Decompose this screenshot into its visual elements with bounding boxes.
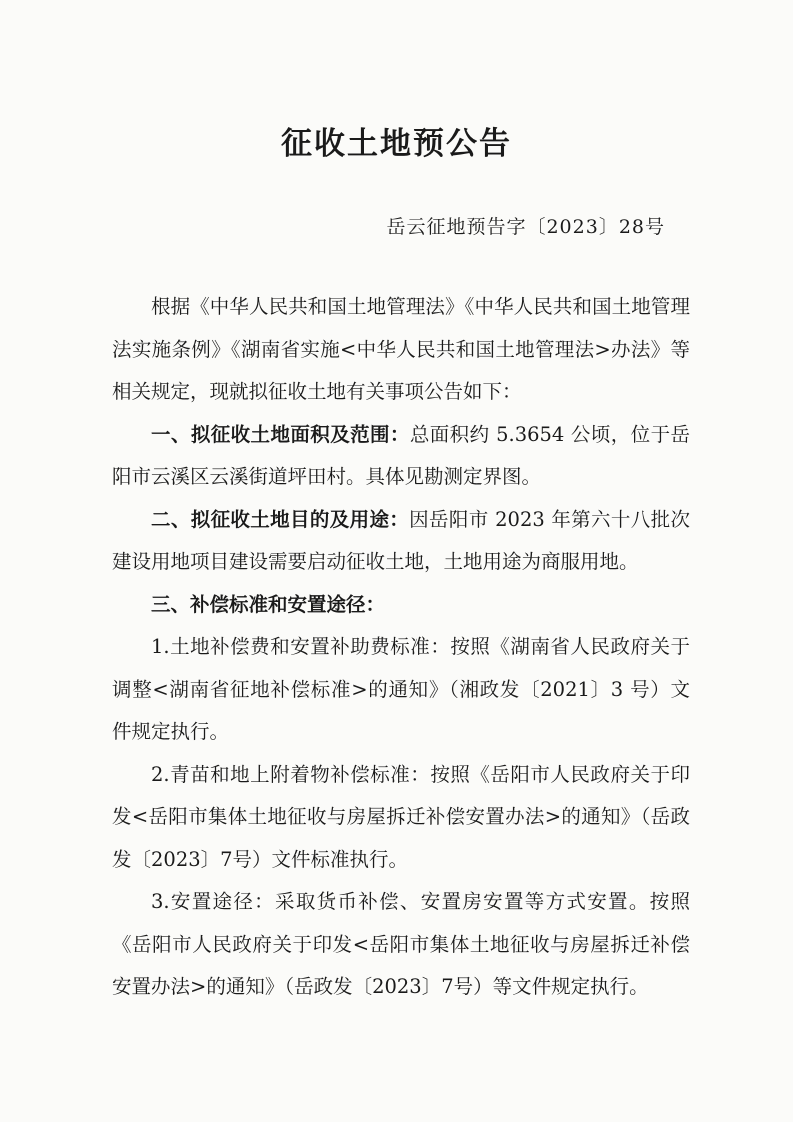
document-number: 岳云征地预告字〔2023〕28号 <box>386 216 665 238</box>
section-3-item-2: 2.青苗和地上附着物补偿标准：按照《岳阳市人民政府关于印发<岳阳市集体土地征收与房屋拆迁补偿安置办法>的通知》（岳政发〔2023〕7号）文件标准执行。 <box>112 762 690 871</box>
section-3-item-1: 1.土地补偿费和安置补助费标准：按照《湖南省人民政府关于调整<湖南省征地补偿标准>的通知》（湘政发〔2021〕3 号）文件规定执行。 <box>112 635 690 743</box>
intro-paragraph: 根据《中华人民共和国土地管理法》《中华人民共和国土地管理法实施条例》《湖南省实施<中华人民共和国土地管理法>办法》等相关规定，现就拟征收土地有关事项公告如下： <box>112 295 690 403</box>
section-1-heading: 一、拟征收土地面积及范围： <box>151 422 410 446</box>
section-2-text: 因岳阳市 2023 年第六十八批次建设用地项目建设需要启动征收土地，土地用途为商服用地。 <box>112 507 690 573</box>
section-2-heading: 二、拟征收土地目的及用途： <box>151 507 410 531</box>
document-body <box>112 286 690 1009</box>
document-title: 征收土地预公告 <box>281 126 512 162</box>
section-1-paragraph <box>112 414 690 499</box>
section-3-heading: 三、补偿标准和安置途径： <box>151 592 386 616</box>
section-3-paragraph <box>112 584 690 627</box>
section-1-text: 总面积约 5.3654 公顷，位于岳阳市云溪区云溪街道坪田村。具体见勘测定界图。 <box>112 422 690 488</box>
section-2-paragraph <box>112 499 690 584</box>
section-3-item-3: 3.安置途径：采取货币补偿、安置房安置等方式安置。按照《岳阳市人民政府关于印发<岳阳市集体土地征收与房屋拆迁补偿安置办法>的通知》（岳政发〔2023〕7号）等文件规定执行。 <box>112 890 690 998</box>
